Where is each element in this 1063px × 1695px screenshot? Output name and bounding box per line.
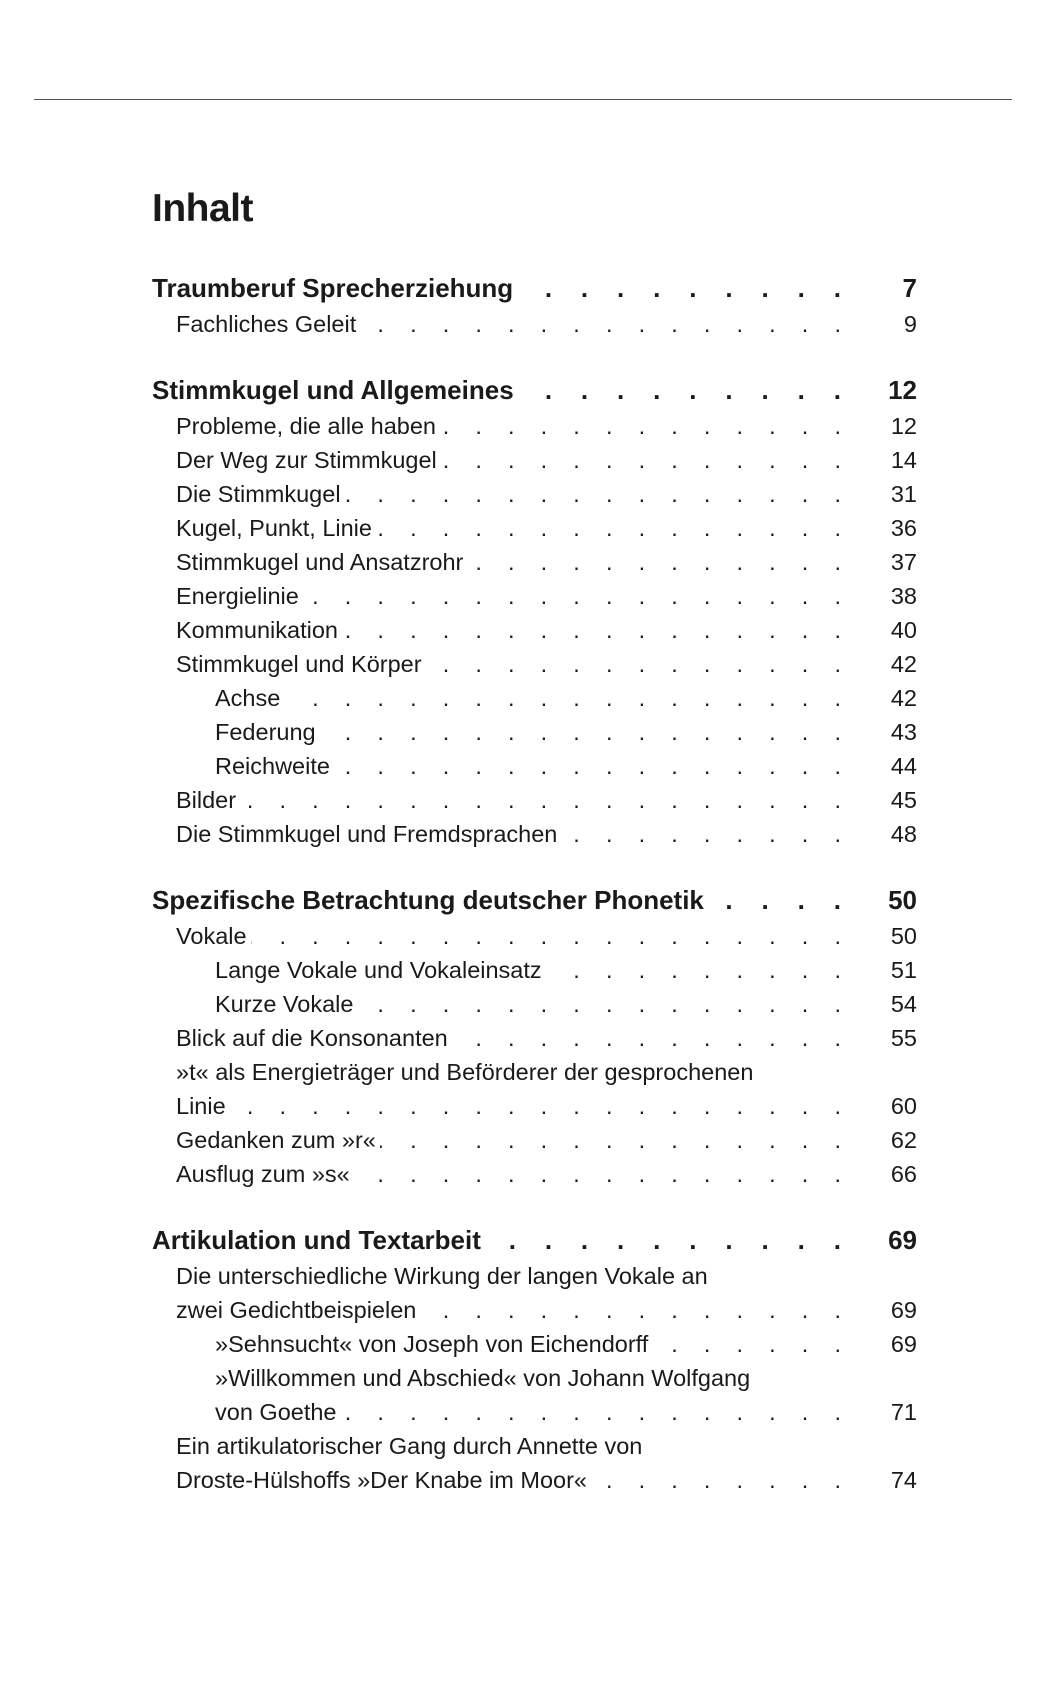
leader-dots <box>240 787 841 814</box>
toc-entry-first-line[interactable] <box>152 1256 917 1290</box>
toc-label: Stimmkugel und Allgemeines <box>152 375 514 405</box>
toc-label: Lange Vokale und Vokaleinsatz <box>215 957 542 983</box>
leader-dots <box>251 923 841 950</box>
toc-page-number: 55 <box>890 1025 917 1051</box>
toc-entry[interactable] <box>152 542 917 576</box>
toc-page-number: 37 <box>890 549 917 575</box>
toc-page-number: 38 <box>890 583 917 609</box>
toc-subentry[interactable] <box>152 746 917 780</box>
toc-label: Ein artikulatorischer Gang durch Annette von <box>176 1433 643 1459</box>
toc-entry-first-line[interactable] <box>152 1426 917 1460</box>
toc-page-number: 44 <box>890 753 917 779</box>
toc-entry[interactable] <box>152 1460 917 1494</box>
leader-dots <box>467 549 841 576</box>
leader-dots <box>485 1225 841 1256</box>
leader-dots <box>342 617 841 644</box>
toc-entry[interactable] <box>152 576 917 610</box>
leader-dots <box>420 1297 841 1324</box>
toc-page-number: 71 <box>890 1399 917 1425</box>
toc-label: Die Stimmkugel <box>176 481 341 507</box>
toc-heading[interactable] <box>152 1222 917 1256</box>
toc-page-number: 9 <box>903 311 917 337</box>
toc-label: Federung <box>215 719 316 745</box>
toc-label: Blick auf die Konsonanten <box>176 1025 448 1051</box>
toc-page-number: 54 <box>890 991 917 1017</box>
toc-label: »Sehnsucht« von Joseph von Eichendorff <box>215 1331 649 1357</box>
toc-entry[interactable] <box>152 780 917 814</box>
toc-label: Die Stimmkugel und Fremdsprachen <box>176 821 558 847</box>
toc-entry[interactable] <box>152 1086 917 1120</box>
toc-entry[interactable] <box>152 440 917 474</box>
leader-dots <box>452 1025 841 1052</box>
toc-page-number: 12 <box>888 375 917 405</box>
leader-dots <box>303 583 841 610</box>
toc-page-number: 45 <box>890 787 917 813</box>
toc-label: Stimmkugel und Körper <box>176 651 422 677</box>
page-title: Inhalt <box>152 187 253 230</box>
table-of-contents <box>152 270 917 1528</box>
toc-subentry[interactable] <box>152 1392 917 1426</box>
leader-dots <box>360 311 841 338</box>
toc-label: Droste-Hülshoffs »Der Knabe im Moor« <box>176 1467 587 1493</box>
toc-label: Achse <box>215 685 281 711</box>
toc-label: Stimmkugel und Ansatzrohr <box>176 549 464 575</box>
toc-section <box>152 882 917 1188</box>
header-rule <box>34 99 1012 100</box>
toc-label: Die unterschiedliche Wirkung der langen Vokale an <box>176 1263 708 1289</box>
toc-entry[interactable] <box>152 304 917 338</box>
toc-label: Reichweite <box>215 753 330 779</box>
leader-dots <box>426 651 841 678</box>
leader-dots <box>230 1093 841 1120</box>
toc-page-number: 48 <box>890 821 917 847</box>
toc-label: Der Weg zur Stimmkugel <box>176 447 437 473</box>
toc-subentry[interactable] <box>152 678 917 712</box>
toc-label: Kurze Vokale <box>215 991 354 1017</box>
toc-page-number: 43 <box>890 719 917 745</box>
toc-page-number: 14 <box>890 447 917 473</box>
toc-label: Kugel, Punkt, Linie <box>176 515 372 541</box>
leader-dots <box>518 375 841 406</box>
toc-entry[interactable] <box>152 1290 917 1324</box>
leader-dots <box>652 1331 841 1358</box>
toc-entry[interactable] <box>152 610 917 644</box>
leader-dots <box>561 821 841 848</box>
leader-dots <box>345 481 841 508</box>
leader-dots <box>591 1467 841 1494</box>
leader-dots <box>517 273 841 304</box>
toc-entry[interactable] <box>152 1120 917 1154</box>
toc-entry[interactable] <box>152 1018 917 1052</box>
toc-page-number: 50 <box>888 885 917 915</box>
toc-entry-first-line[interactable] <box>152 1052 917 1086</box>
toc-page-number: 50 <box>890 923 917 949</box>
leader-dots <box>708 885 841 916</box>
leader-dots <box>320 719 841 746</box>
leader-dots <box>440 413 841 440</box>
toc-entry[interactable] <box>152 508 917 542</box>
toc-subentry-first-line[interactable] <box>152 1358 917 1392</box>
toc-label: »Willkommen und Abschied« von Johann Wolfgang <box>215 1365 751 1391</box>
leader-dots <box>334 753 841 780</box>
toc-page-number: 62 <box>890 1127 917 1153</box>
toc-heading[interactable] <box>152 882 917 916</box>
toc-entry[interactable] <box>152 474 917 508</box>
toc-label: Ausflug zum »s« <box>176 1161 350 1187</box>
toc-page-number: 36 <box>890 515 917 541</box>
leader-dots <box>441 447 841 474</box>
toc-label: Vokale <box>176 923 247 949</box>
toc-label: Probleme, die alle haben <box>176 413 436 439</box>
toc-label: Fachliches Geleit <box>176 311 357 337</box>
toc-page-number: 42 <box>890 685 917 711</box>
toc-page-number: 31 <box>890 481 917 507</box>
toc-page-number: 69 <box>890 1331 917 1357</box>
toc-page-number: 69 <box>890 1297 917 1323</box>
leader-dots <box>341 1399 841 1426</box>
toc-subentry[interactable] <box>152 1324 917 1358</box>
toc-label: Artikulation und Textarbeit <box>152 1225 481 1255</box>
toc-label: von Goethe <box>215 1399 337 1425</box>
leader-dots <box>357 991 841 1018</box>
leader-dots <box>376 515 841 542</box>
toc-label: Kommunikation <box>176 617 338 643</box>
toc-page-number: 12 <box>890 413 917 439</box>
toc-entry[interactable] <box>152 916 917 950</box>
toc-heading[interactable] <box>152 372 917 406</box>
toc-page-number: 69 <box>888 1225 917 1255</box>
toc-label: Spezifische Betrachtung deutscher Phonetik <box>152 885 704 915</box>
toc-page-number: 7 <box>902 273 917 303</box>
toc-section <box>152 1222 917 1494</box>
toc-label: zwei Gedichtbeispielen <box>176 1297 417 1323</box>
toc-label: Energielinie <box>176 583 299 609</box>
toc-page-number: 60 <box>890 1093 917 1119</box>
toc-subentry[interactable] <box>152 712 917 746</box>
toc-label: Traumberuf Sprecherziehung <box>152 273 514 303</box>
toc-entry[interactable] <box>152 644 917 678</box>
toc-subentry[interactable] <box>152 950 917 984</box>
toc-label: Bilder <box>176 787 237 813</box>
toc-subentry[interactable] <box>152 984 917 1018</box>
toc-label: Gedanken zum »r« <box>176 1127 376 1153</box>
toc-heading[interactable] <box>152 270 917 304</box>
toc-page-number: 40 <box>890 617 917 643</box>
toc-section <box>152 372 917 848</box>
toc-entry[interactable] <box>152 814 917 848</box>
leader-dots <box>546 957 841 984</box>
toc-page-number: 66 <box>890 1161 917 1187</box>
toc-entry[interactable] <box>152 1154 917 1188</box>
toc-label: »t« als Energieträger und Beförderer der gesprochenen <box>176 1059 754 1085</box>
toc-page-number: 51 <box>890 957 917 983</box>
leader-dots <box>284 685 841 712</box>
toc-entry[interactable] <box>152 406 917 440</box>
toc-page-number: 42 <box>890 651 917 677</box>
leader-dots <box>354 1161 841 1188</box>
toc-label: Linie <box>176 1093 226 1119</box>
leader-dots <box>380 1127 841 1154</box>
toc-section <box>152 270 917 338</box>
toc-page-number: 74 <box>890 1467 917 1493</box>
